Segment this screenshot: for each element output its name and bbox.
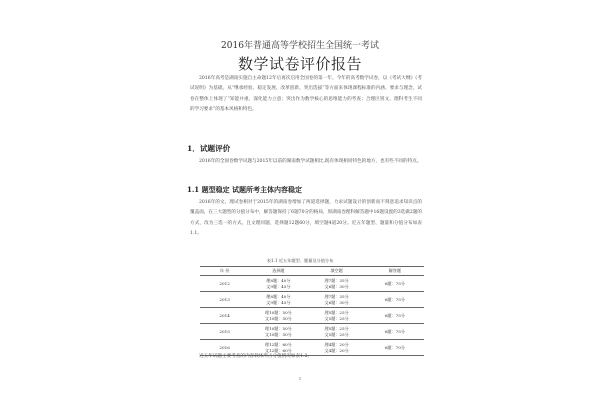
section-1-heading: 1．试题评价 xyxy=(187,144,231,153)
year-cell: 2012 xyxy=(200,276,249,292)
choice-li: 理8题：40分 xyxy=(266,293,291,299)
fill-wen: 文5题：25分 xyxy=(324,331,349,337)
header-fill: 填空题 xyxy=(308,267,366,276)
fill-li: 理4题：20分 xyxy=(324,341,349,347)
answer-cell: 6题：70分 xyxy=(366,340,424,356)
year-cell: 2016 xyxy=(200,340,249,356)
section-1-1-heading: 1.1 题型稳定 试题所考主体内容稳定 xyxy=(187,185,303,194)
choice-wen: 文9题：45分 xyxy=(266,283,291,289)
year-cell: 2015 xyxy=(200,324,249,340)
table-row xyxy=(200,292,424,308)
choice-li: 理12题：60分 xyxy=(264,341,292,347)
choice-cell xyxy=(249,324,307,340)
fill-wen: 文6题：30分 xyxy=(324,283,349,289)
distribution-table xyxy=(200,266,424,356)
answer-cell: 6题：75分 xyxy=(366,292,424,308)
choice-wen: 文12题：60分 xyxy=(264,347,292,353)
fill-wen: 文6题：30分 xyxy=(324,299,349,305)
choice-li: 理10题：50分 xyxy=(264,309,292,315)
choice-li: 理8题：40分 xyxy=(266,277,291,283)
fill-li: 理7题：35分 xyxy=(324,293,349,299)
answer-cell: 6题：75分 xyxy=(366,308,424,324)
page-number: 1 xyxy=(298,376,302,381)
answer-cell: 6题：75分 xyxy=(366,324,424,340)
report-title: 数学试卷评价报告 xyxy=(237,55,362,73)
header-choice: 选择题 xyxy=(249,267,307,276)
fill-cell xyxy=(308,308,366,324)
header-year: 年 份 xyxy=(200,267,249,276)
fill-wen: 文5题：25分 xyxy=(324,315,349,321)
fill-li: 理7题：35分 xyxy=(324,277,349,283)
year-cell: 2013 xyxy=(200,292,249,308)
table-row xyxy=(200,324,424,340)
fill-li: 理5题：25分 xyxy=(324,325,349,331)
table-row xyxy=(200,276,424,292)
section-1-1-paragraph: 2016年的文、理试卷相对于2015年的湖南卷增加了两道选择题，力求试题设计的创新而不刻意追求知识点的覆盖面，在三大题型的分值分布中，解答题保持了6题70分的格局，原湖南卷理科解答题中16题设置的3选做2题的方式，改为三选一的方式。且文理同题，选择题12题60分，填空题4道20分。近五年题型、题量和分值分布如表1.1。 xyxy=(190,200,422,237)
fill-wen: 文4题：20分 xyxy=(324,347,349,353)
choice-cell xyxy=(249,292,307,308)
choice-li: 理10题：50分 xyxy=(264,325,292,331)
answer-cell: 6题：75分 xyxy=(366,276,424,292)
section-1-paragraph: 2016年的全国卷数学试题与2015年以前的湖南数学试题相比,既有体现相同特色的地方，也有些不同的特点。 xyxy=(199,159,422,164)
year-cell: 2014 xyxy=(200,308,249,324)
header-answer: 解答题 xyxy=(366,267,424,276)
choice-wen: 文10题：50分 xyxy=(264,315,292,321)
fill-li: 理5题：25分 xyxy=(324,309,349,315)
fill-cell xyxy=(308,292,366,308)
table-row xyxy=(200,308,424,324)
fill-cell xyxy=(308,276,366,292)
closing-paragraph: 近五年试题主要考查的内容载体所占分值情况如表1.2。 xyxy=(199,354,312,359)
table-header-row xyxy=(200,267,424,276)
choice-cell xyxy=(249,308,307,324)
fill-cell xyxy=(308,324,366,340)
exam-header: 2016年普通高等学校招生全国统一考试 xyxy=(221,41,379,51)
intro-paragraph: 2016年高考是湖南实施自主命题12年后再次启用全国卷的第一年。今年的高考数学试卷，以《考试大纲》《考试说明》为基础，从“继承经验、稳定发展、改革创新、突出选拔”等方面来体现课程标准的内涵、要求与理念，试卷在整体上体现了“知能并重、深化能力立意；突出作为数学核心的思维能力的考查；合理区别文、理科考生不同的学习要求”的基本风格和特色。 xyxy=(190,76,422,113)
choice-wen: 文9题：45分 xyxy=(266,299,291,305)
choice-cell xyxy=(249,276,307,292)
choice-wen: 文10题：50分 xyxy=(264,331,292,337)
table-caption: 表1.1 近五年题型、题量及分值分布 xyxy=(266,258,334,263)
